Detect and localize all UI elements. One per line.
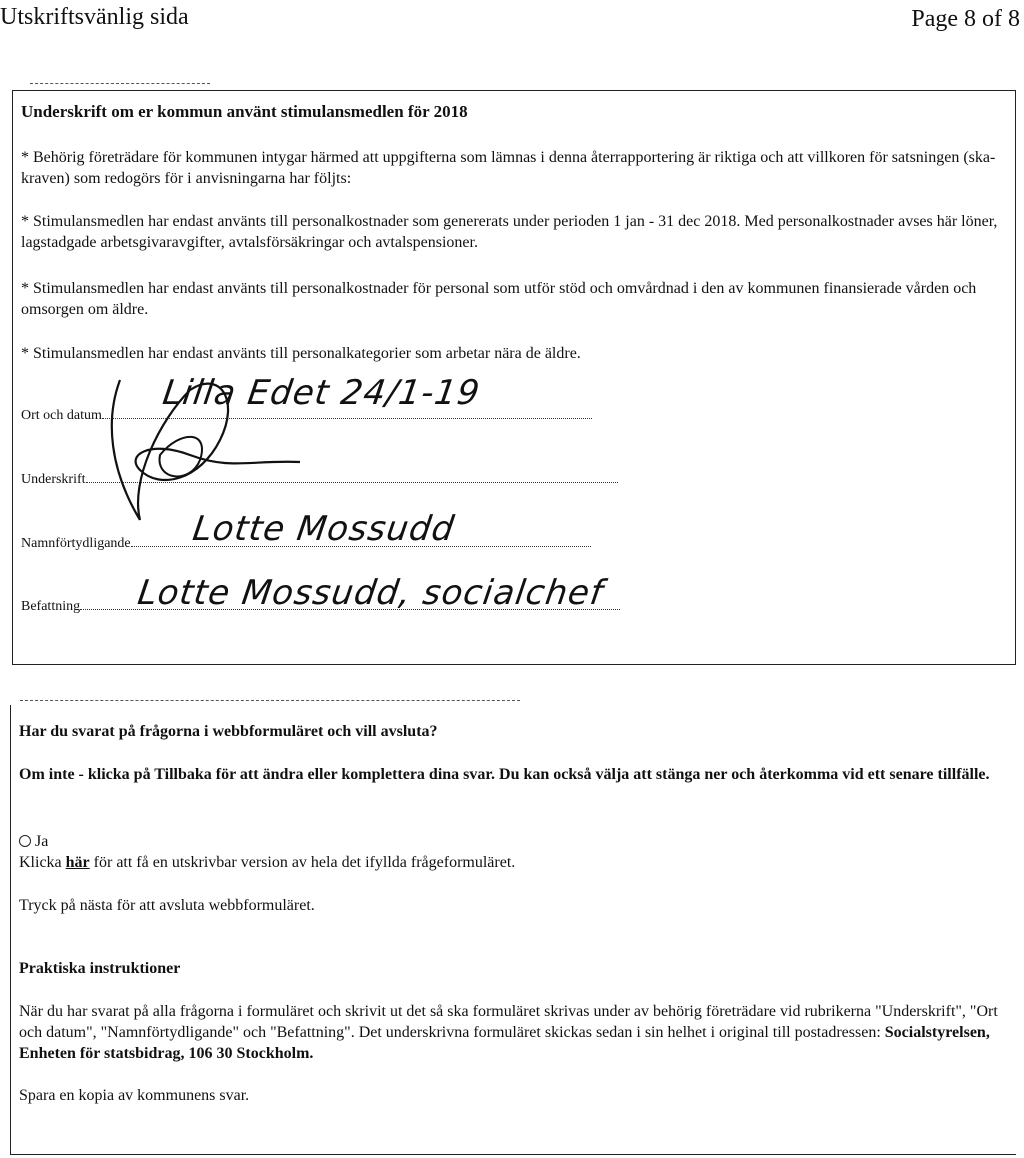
finish-question: Har du svarat på frågorna i webbformuläret och vill avsluta? [19, 723, 438, 740]
print-link-prefix: Klicka [19, 854, 66, 871]
page-indicator: Page 8 of 8 [911, 6, 1020, 32]
print-link-suffix: för att få en utskrivbar version av hela det ifyllda frågeformuläret. [89, 854, 516, 871]
radio-ja-label: Ja [35, 833, 49, 850]
paragraph-authority: * Behörig företrädare för kommunen intygar härmed att uppgifterna som lämnas i denna återrapportering är riktiga och att villkoren för satsningen (ska-kraven) som redogörs för i anvisningarna har följts: [21, 149, 996, 187]
dashed-border-fragment-2 [20, 700, 520, 701]
dashed-border-fragment [30, 83, 210, 84]
handwritten-befattning: Lotte Mossudd, socialchef [135, 573, 606, 613]
practical-text-body: När du har svarat på alla frågorna i formuläret och skrivit ut det så ska formuläret skrivas under av behörig företrädare vid rubrikerna "Underskrift", "Ort och datum", "Namnförtydligande" och "Befattning". Det underskrivna formuläret skickas sedan i sin helhet i original till postadressen: [19, 1003, 998, 1041]
underskrift-label: Underskrift [21, 472, 86, 487]
namn-label: Namnförtydligande [21, 536, 131, 551]
postal-address: Socialstyrelsen, Enheten för statsbidrag, 106 30 Stockholm. [19, 1024, 990, 1062]
finish-section [10, 705, 1016, 1155]
copy-instruction: Spara en kopia av kommunens svar. [19, 1087, 250, 1104]
paragraph-categories: * Stimulansmedlen har endast använts till personalkategorier som arbetar nära de äldre. [21, 345, 581, 362]
radio-ja-option[interactable] [19, 831, 48, 852]
befattning-label: Befattning [21, 599, 81, 614]
print-version-link[interactable]: här [65, 854, 90, 871]
radio-ja[interactable] [19, 835, 31, 847]
section-title: Underskrift om er kommun använt stimulansmedlen för 2018 [21, 102, 468, 121]
paragraph-period: * Stimulansmedlen har endast använts till personalkostnader som genererats under perioden 1 jan - 31 dec 2018. Med personalkostnader avses här löner, lagstadgade arbetsgivaravgifter, avtalsförsäkringar och avtalspensioner. [21, 213, 998, 251]
handwritten-signature-image [100, 360, 320, 530]
practical-text [19, 1001, 1009, 1064]
finish-instruction: Om inte - klicka på Tillbaka för att ändra eller komplettera dina svar. Du kan också välja att stänga ner och återkomma vid ett senare tillfälle. [19, 766, 990, 783]
next-instruction: Tryck på nästa för att avsluta webbformuläret. [19, 897, 315, 914]
ort-label: Ort och datum [21, 408, 102, 423]
print-link-row [19, 852, 515, 873]
practical-title: Praktiska instruktioner [19, 960, 181, 977]
page-header-title: Utskriftsvänlig sida [0, 4, 189, 30]
handwritten-namn: Lotte Mossudd [190, 509, 458, 549]
handwritten-ort-datum: Lilla Edet 24/1-19 [160, 373, 483, 413]
paragraph-staff: * Stimulansmedlen har endast använts till personalkostnader för personal som utför stöd och omvårdnad i den av kommunen finansierade vården och omsorgen om äldre. [21, 280, 977, 318]
